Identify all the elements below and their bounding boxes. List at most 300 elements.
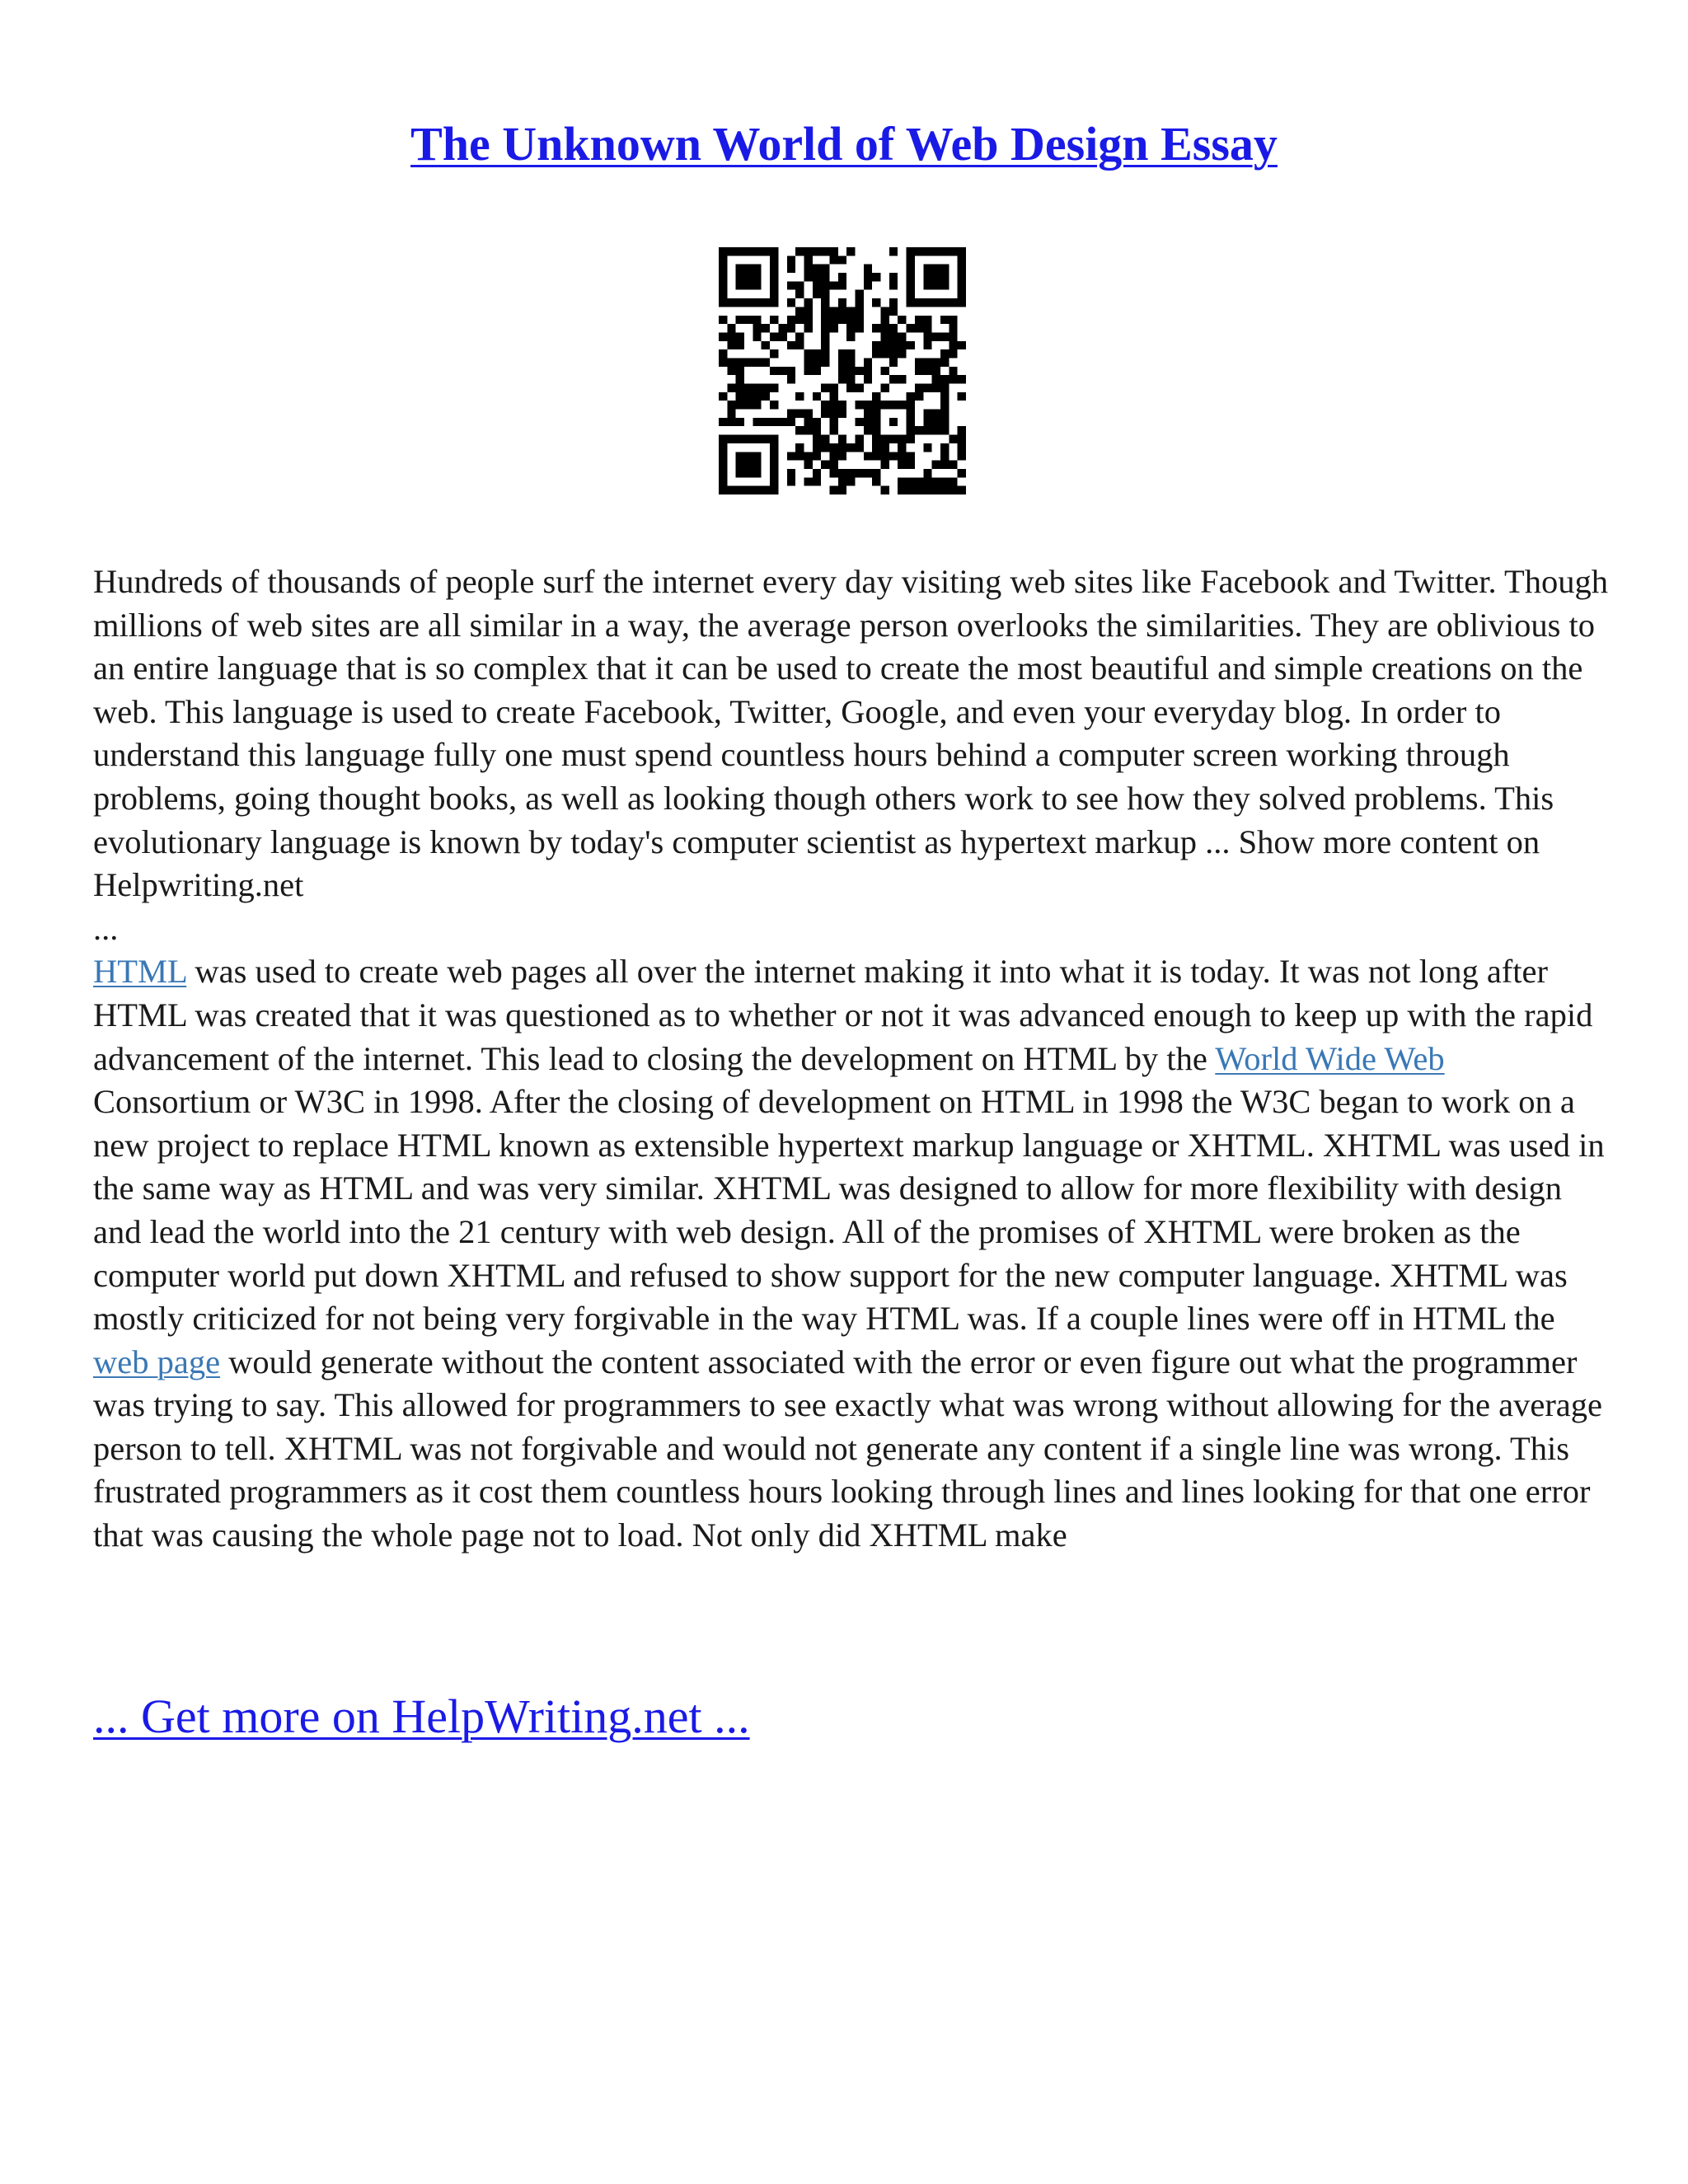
qr-module <box>753 358 761 366</box>
qr-module <box>744 452 753 460</box>
qr-module <box>923 341 931 349</box>
qr-module <box>846 358 855 366</box>
qr-module <box>727 358 735 366</box>
qr-module <box>872 392 880 401</box>
qr-module <box>762 384 770 392</box>
qr-module <box>923 281 931 289</box>
qr-module <box>795 307 804 315</box>
qr-module <box>787 281 795 289</box>
qr-module <box>898 341 906 349</box>
qr-module <box>923 358 931 366</box>
qr-module <box>804 265 812 273</box>
qr-module <box>889 247 898 255</box>
qr-module <box>856 290 864 298</box>
qr-module <box>762 341 770 349</box>
qr-module <box>846 367 855 375</box>
qr-module <box>856 307 864 315</box>
qr-module <box>804 410 812 418</box>
qr-module <box>856 324 864 332</box>
qr-module <box>907 392 915 401</box>
qr-module <box>829 324 837 332</box>
qr-module <box>915 367 923 375</box>
qr-module <box>770 273 778 281</box>
qr-module <box>958 375 966 383</box>
qr-module <box>753 401 761 409</box>
qr-module <box>915 298 923 307</box>
qr-module <box>821 281 829 289</box>
qr-module <box>872 273 880 281</box>
qr-module <box>872 435 880 443</box>
qr-module <box>907 410 915 418</box>
qr-module <box>804 316 812 324</box>
qr-module <box>949 477 957 485</box>
qr-module <box>907 298 915 307</box>
qr-module <box>932 477 940 485</box>
qr-module <box>958 265 966 273</box>
qr-module <box>940 461 949 469</box>
qr-module <box>864 375 872 383</box>
qr-module <box>898 477 906 485</box>
qr-module <box>804 426 812 434</box>
qr-module <box>864 273 872 281</box>
qr-module <box>923 486 931 494</box>
qr-module <box>949 375 957 383</box>
qr-module <box>736 298 744 307</box>
qr-module <box>932 418 940 426</box>
qr-module <box>889 375 898 383</box>
qr-module <box>736 401 744 409</box>
qr-module <box>940 273 949 281</box>
qr-module <box>813 418 821 426</box>
qr-module <box>940 358 949 366</box>
qr-module <box>736 247 744 255</box>
qr-module <box>932 367 940 375</box>
qr-module <box>838 410 846 418</box>
qr-module <box>846 307 855 315</box>
qr-module <box>872 418 880 426</box>
qr-module <box>923 426 931 434</box>
qr-module <box>813 290 821 298</box>
qr-module <box>889 349 898 358</box>
qr-module <box>829 384 837 392</box>
qr-module <box>744 298 753 307</box>
qr-module <box>949 435 957 443</box>
qr-module <box>949 298 957 307</box>
qr-module <box>932 265 940 273</box>
qr-module <box>753 324 761 332</box>
qr-module <box>856 469 864 477</box>
qr-module <box>753 273 761 281</box>
qr-module <box>907 418 915 426</box>
qr-module <box>821 435 829 443</box>
qr-module <box>923 324 931 332</box>
qr-module <box>727 486 735 494</box>
qr-module <box>838 307 846 315</box>
qr-module <box>889 324 898 332</box>
qr-module <box>719 332 727 340</box>
essay-body <box>93 560 1610 1558</box>
qr-module <box>795 332 804 340</box>
qr-module <box>804 273 812 281</box>
qr-module <box>898 349 906 358</box>
qr-module <box>719 290 727 298</box>
qr-module <box>958 298 966 307</box>
qr-module <box>804 367 812 375</box>
qr-module <box>898 316 906 324</box>
qr-module <box>727 401 735 409</box>
qr-module <box>829 418 837 426</box>
qr-module <box>770 247 778 255</box>
qr-module <box>881 349 889 358</box>
qr-module <box>795 281 804 289</box>
qr-module <box>881 367 889 375</box>
qr-module <box>787 469 795 477</box>
qr-module <box>958 290 966 298</box>
qr-module <box>898 443 906 452</box>
qr-module <box>907 247 915 255</box>
qr-module <box>727 410 735 418</box>
qr-module <box>872 477 880 485</box>
qr-module <box>856 367 864 375</box>
qr-module <box>719 461 727 469</box>
qr-module <box>856 401 864 409</box>
qr-module <box>889 332 898 340</box>
get-more-link-line <box>93 1688 750 1746</box>
qr-module <box>736 341 744 349</box>
qr-module <box>744 384 753 392</box>
qr-module <box>932 281 940 289</box>
qr-module <box>932 298 940 307</box>
qr-module <box>923 316 931 324</box>
qr-module <box>940 265 949 273</box>
qr-module <box>804 418 812 426</box>
qr-module <box>907 452 915 460</box>
qr-module <box>813 247 821 255</box>
qr-module <box>923 443 931 452</box>
qr-module <box>940 392 949 401</box>
qr-module <box>736 375 744 383</box>
qr-module <box>770 469 778 477</box>
qr-module <box>770 255 778 264</box>
qr-module <box>821 443 829 452</box>
qr-module <box>736 392 744 401</box>
qr-module <box>958 435 966 443</box>
qr-module <box>744 401 753 409</box>
qr-module <box>949 316 957 324</box>
qr-module <box>940 410 949 418</box>
qr-module <box>813 426 821 434</box>
qr-module <box>915 247 923 255</box>
qr-module <box>770 452 778 460</box>
qr-module <box>864 410 872 418</box>
qr-module <box>753 316 761 324</box>
qr-module <box>744 392 753 401</box>
qr-module <box>932 273 940 281</box>
qr-module <box>881 324 889 332</box>
qr-module <box>856 316 864 324</box>
qr-module <box>736 316 744 324</box>
qr-module <box>856 443 864 452</box>
qr-module <box>813 469 821 477</box>
qr-module <box>829 401 837 409</box>
qr-module <box>958 443 966 452</box>
qr-module <box>958 341 966 349</box>
qr-module <box>915 358 923 366</box>
qr-module <box>719 486 727 494</box>
qr-module <box>736 452 744 460</box>
qr-module <box>821 358 829 366</box>
qr-module <box>898 461 906 469</box>
qr-module <box>821 324 829 332</box>
qr-module <box>736 384 744 392</box>
qr-module <box>949 461 957 469</box>
qr-module <box>932 332 940 340</box>
qr-module <box>889 298 898 307</box>
qr-module <box>940 384 949 392</box>
qr-module <box>829 281 837 289</box>
qr-module <box>795 452 804 460</box>
qr-module <box>864 401 872 409</box>
get-more-link[interactable]: ... Get more on HelpWriting.net ... <box>93 1690 750 1743</box>
qr-module <box>736 358 744 366</box>
qr-module <box>889 273 898 281</box>
qr-module <box>736 332 744 340</box>
qr-module <box>881 316 889 324</box>
qr-module <box>753 332 761 340</box>
qr-module <box>932 247 940 255</box>
qr-module <box>813 435 821 443</box>
qr-module <box>864 367 872 375</box>
qr-module <box>727 435 735 443</box>
qr-module <box>770 384 778 392</box>
qr-module <box>907 290 915 298</box>
qr-module <box>932 461 940 469</box>
paragraph-intro: Hundreds of thousands of people surf the internet every day visiting web sites like Facebook and Twitter. Though millions of web sites are all similar in a way, the average person overlooks the similarities. They are oblivious to an entire language that is so complex that it can be used to create the most beautiful and simple creations on the web. This language is used to create Facebook, Twitter, Google, and even your everyday blog. In order to understand this language fully one must spend countless hours behind a computer screen working through problems, going thought books, as well as looking though others work to see how they solved problems. This evolutionary language is known by today's computer scientist as hypertext markup ... Show more content on Helpwriting.net <box>93 563 1609 904</box>
qr-module <box>949 486 957 494</box>
qr-module <box>881 384 889 392</box>
qr-module <box>829 452 837 460</box>
qr-module <box>838 298 846 307</box>
qr-module <box>787 410 795 418</box>
qr-module <box>770 418 778 426</box>
qr-module <box>940 281 949 289</box>
qr-module <box>881 435 889 443</box>
qr-module <box>727 384 735 392</box>
qr-module <box>736 265 744 273</box>
qr-module <box>821 247 829 255</box>
qr-module <box>881 486 889 494</box>
qr-module <box>795 392 804 401</box>
qr-module <box>804 461 812 469</box>
qr-module <box>719 477 727 485</box>
qr-module <box>872 426 880 434</box>
qr-module <box>719 435 727 443</box>
qr-module <box>744 316 753 324</box>
qr-module <box>821 401 829 409</box>
qr-module <box>744 461 753 469</box>
qr-module <box>795 341 804 349</box>
qr-module <box>719 469 727 477</box>
qr-module <box>804 324 812 332</box>
qr-module <box>813 477 821 485</box>
qr-code-icon <box>719 247 966 494</box>
qr-module <box>949 247 957 255</box>
qr-module <box>864 469 872 477</box>
qr-module <box>770 265 778 273</box>
qr-module <box>719 349 727 358</box>
qr-module <box>907 324 915 332</box>
qr-module <box>932 384 940 392</box>
qr-module <box>907 273 915 281</box>
qr-module <box>940 443 949 452</box>
qr-module <box>736 281 744 289</box>
qr-module <box>907 281 915 289</box>
qr-module <box>923 418 931 426</box>
qr-module <box>872 452 880 460</box>
qr-module <box>762 358 770 366</box>
qr-module <box>907 486 915 494</box>
qr-module <box>949 367 957 375</box>
qr-module <box>736 435 744 443</box>
qr-module <box>958 486 966 494</box>
qr-module <box>795 443 804 452</box>
qr-module <box>770 349 778 358</box>
qr-module <box>753 281 761 289</box>
qr-module <box>923 384 931 392</box>
qr-module <box>736 367 744 375</box>
qr-module <box>736 486 744 494</box>
qr-module <box>889 341 898 349</box>
qr-module <box>838 255 846 264</box>
qr-module <box>804 358 812 366</box>
qr-module <box>795 426 804 434</box>
qr-module <box>804 477 812 485</box>
qr-module <box>770 401 778 409</box>
qr-module <box>762 392 770 401</box>
qr-module <box>744 358 753 366</box>
qr-module <box>838 452 846 460</box>
qr-module <box>915 477 923 485</box>
qr-module <box>744 273 753 281</box>
qr-module <box>804 247 812 255</box>
qr-module <box>846 332 855 340</box>
qr-module <box>923 469 931 477</box>
qr-module <box>889 358 898 366</box>
qr-module <box>753 435 761 443</box>
page-title <box>0 115 1688 173</box>
qr-module <box>829 316 837 324</box>
qr-module <box>872 298 880 307</box>
qr-module <box>846 247 855 255</box>
qr-module <box>838 281 846 289</box>
qr-module <box>949 332 957 340</box>
qr-module <box>940 349 949 358</box>
web-page-link[interactable]: web page <box>93 1343 221 1380</box>
qr-module <box>940 486 949 494</box>
qr-module <box>932 410 940 418</box>
qr-module <box>881 307 889 315</box>
qr-module <box>864 358 872 366</box>
paragraph-html-history <box>93 950 1610 1557</box>
qr-module <box>940 401 949 409</box>
qr-module <box>940 247 949 255</box>
qr-module <box>744 247 753 255</box>
qr-module <box>744 265 753 273</box>
qr-module <box>923 410 931 418</box>
qr-module <box>940 375 949 383</box>
qr-module <box>838 367 846 375</box>
qr-module <box>838 435 846 443</box>
qr-module <box>813 443 821 452</box>
qr-module <box>753 265 761 273</box>
qr-module <box>958 247 966 255</box>
world-wide-web-link[interactable]: World Wide Web <box>1215 1039 1445 1077</box>
qr-module <box>795 316 804 324</box>
qr-module <box>736 469 744 477</box>
qr-module <box>872 324 880 332</box>
qr-module <box>787 265 795 273</box>
qr-module <box>719 316 727 324</box>
qr-module <box>719 418 727 426</box>
qr-module <box>889 401 898 409</box>
qr-module <box>719 443 727 452</box>
qr-module <box>821 384 829 392</box>
qr-module <box>856 418 864 426</box>
qr-module <box>838 469 846 477</box>
qr-module <box>770 298 778 307</box>
qr-module <box>821 410 829 418</box>
qr-module <box>958 469 966 477</box>
qr-module <box>872 410 880 418</box>
qr-module <box>923 298 931 307</box>
qr-module <box>762 298 770 307</box>
qr-module <box>898 375 906 383</box>
qr-module <box>736 273 744 281</box>
qr-module <box>856 298 864 307</box>
qr-module <box>898 486 906 494</box>
qr-module <box>821 265 829 273</box>
html-link[interactable]: HTML <box>93 953 187 991</box>
qr-module <box>821 349 829 358</box>
qr-module <box>770 435 778 443</box>
qr-module <box>881 341 889 349</box>
qr-module <box>804 298 812 307</box>
qr-module <box>744 281 753 289</box>
qr-module <box>872 401 880 409</box>
qr-module <box>864 426 872 434</box>
qr-module <box>727 247 735 255</box>
qr-module <box>846 349 855 358</box>
qr-module <box>838 316 846 324</box>
qr-module <box>813 281 821 289</box>
qr-module <box>923 332 931 340</box>
qr-module <box>881 401 889 409</box>
qr-module <box>872 469 880 477</box>
qr-module <box>872 341 880 349</box>
qr-module <box>719 265 727 273</box>
qr-module <box>838 375 846 383</box>
qr-module <box>787 477 795 485</box>
qr-module <box>727 418 735 426</box>
qr-module <box>949 341 957 349</box>
qr-module <box>940 418 949 426</box>
qr-module <box>770 443 778 452</box>
qr-module <box>907 461 915 469</box>
qr-module <box>915 316 923 324</box>
title-link[interactable]: The Unknown World of Web Design Essay <box>410 117 1278 171</box>
qr-module <box>813 273 821 281</box>
qr-module <box>838 273 846 281</box>
